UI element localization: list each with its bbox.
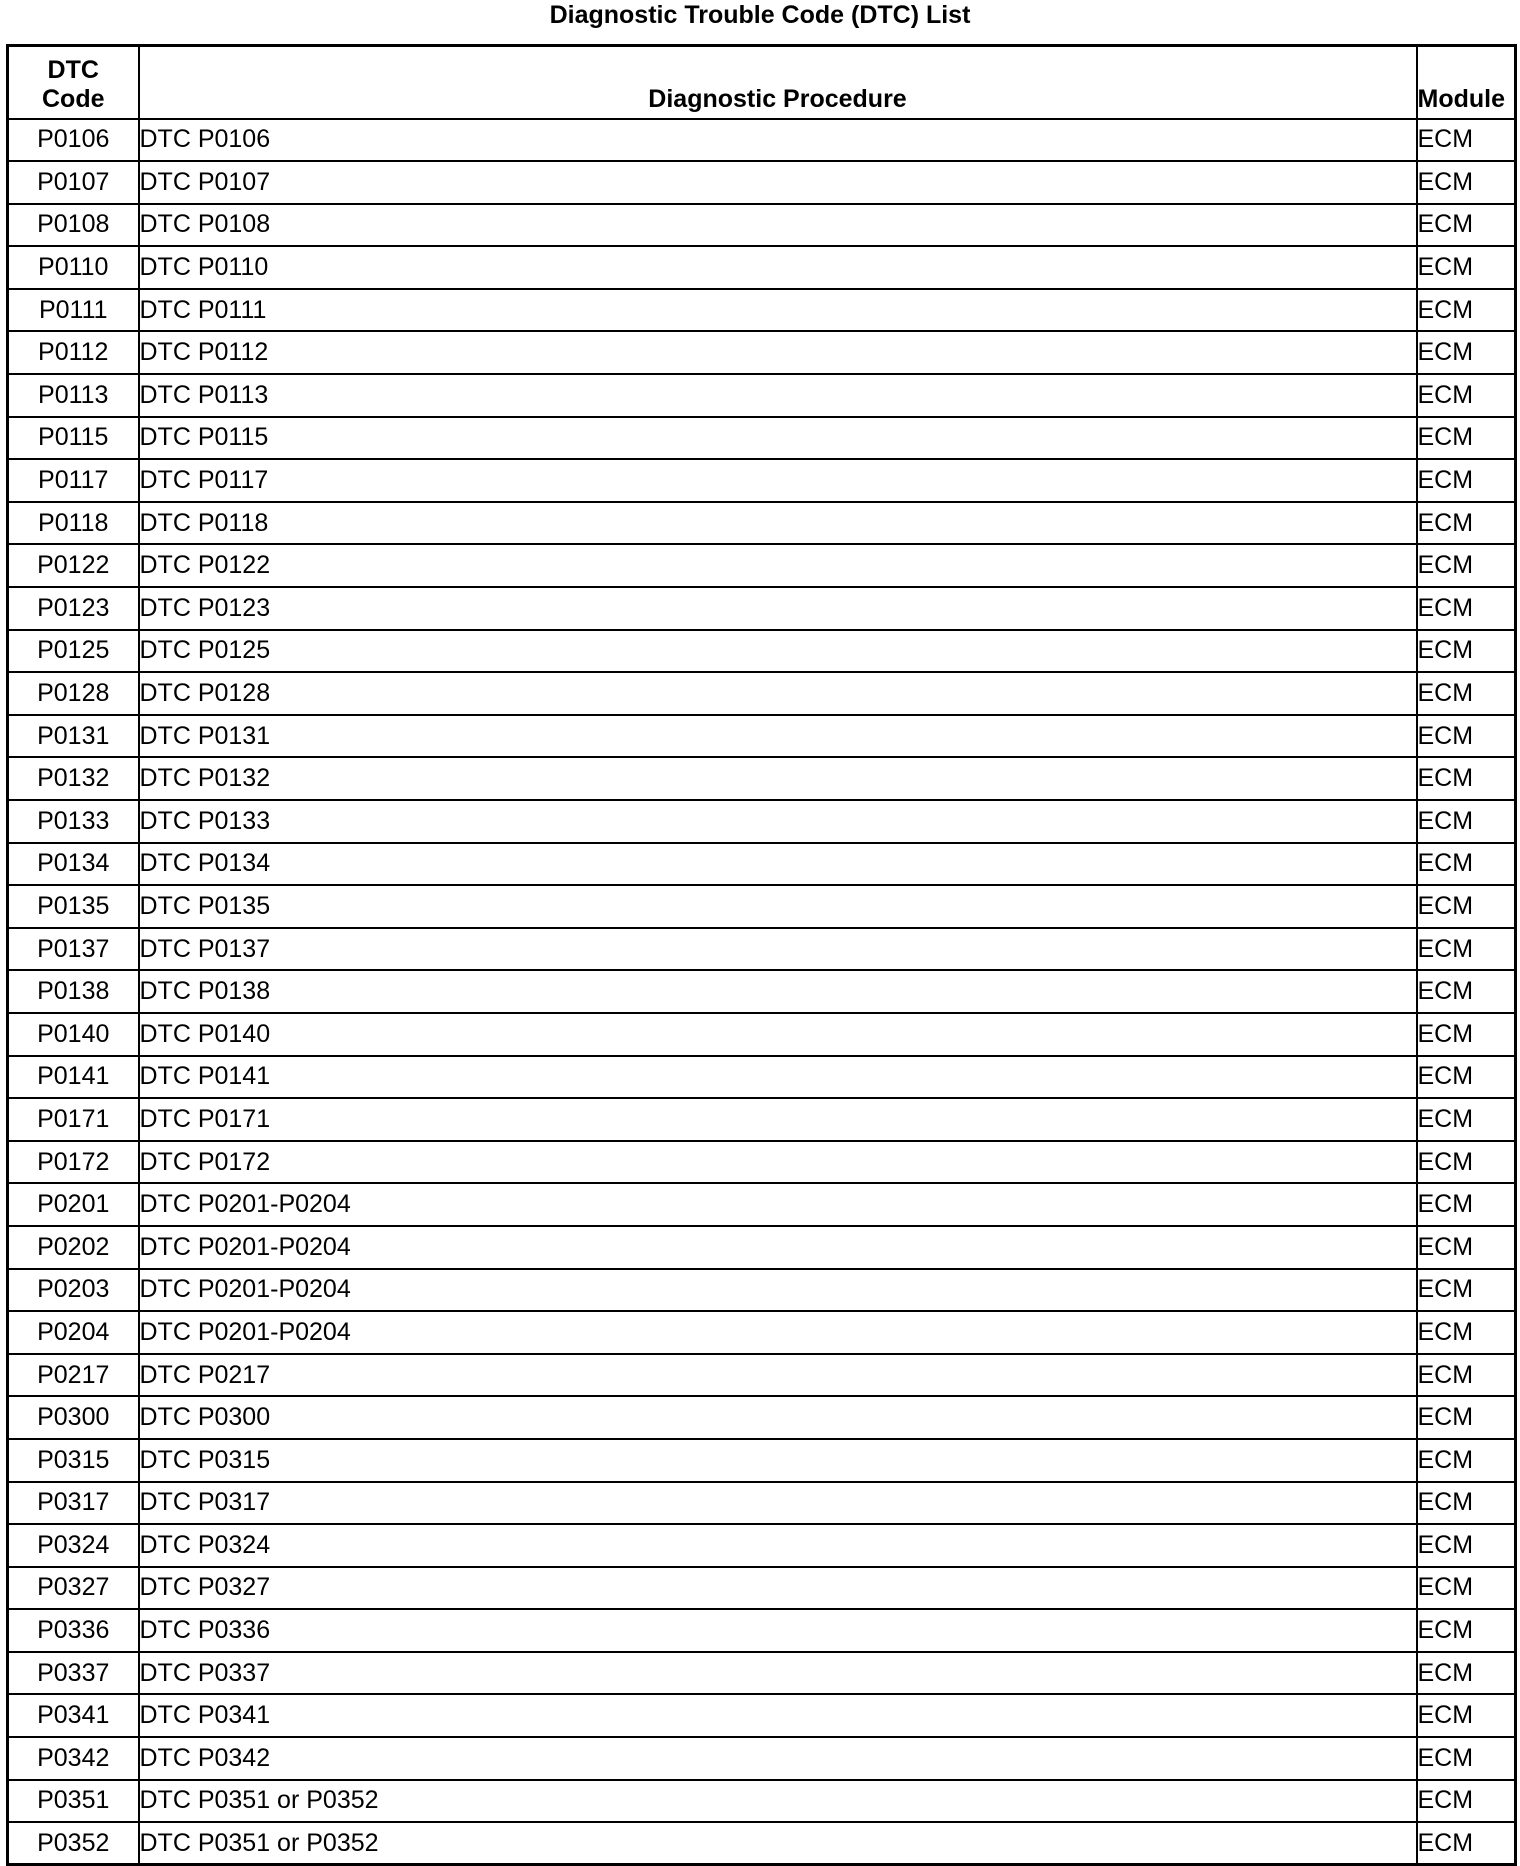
table-row xyxy=(8,757,1516,800)
table-row xyxy=(8,417,1516,460)
diagnostic-procedure-cell: DTC P0138 xyxy=(139,970,1417,1013)
module-cell: ECM xyxy=(1417,970,1516,1013)
table-row xyxy=(8,1056,1516,1099)
module-cell: ECM xyxy=(1417,843,1516,886)
diagnostic-procedure-cell: DTC P0337 xyxy=(139,1652,1417,1695)
table-row xyxy=(8,1524,1516,1567)
dtc-code-cell: P0171 xyxy=(8,1098,139,1141)
table-row xyxy=(8,1311,1516,1354)
diagnostic-procedure-cell: DTC P0110 xyxy=(139,246,1417,289)
dtc-code-cell: P0108 xyxy=(8,204,139,247)
table-row xyxy=(8,161,1516,204)
dtc-code-cell: P0112 xyxy=(8,331,139,374)
dtc-code-cell: P0172 xyxy=(8,1141,139,1184)
module-cell: ECM xyxy=(1417,1141,1516,1184)
module-cell: ECM xyxy=(1417,1694,1516,1737)
module-cell: ECM xyxy=(1417,1567,1516,1610)
table-row xyxy=(8,885,1516,928)
dtc-code-cell: P0324 xyxy=(8,1524,139,1567)
diagnostic-procedure-cell: DTC P0106 xyxy=(139,119,1417,162)
module-cell: ECM xyxy=(1417,502,1516,545)
dtc-code-cell: P0342 xyxy=(8,1737,139,1780)
module-cell: ECM xyxy=(1417,1652,1516,1695)
diagnostic-procedure-cell: DTC P0134 xyxy=(139,843,1417,886)
module-cell: ECM xyxy=(1417,331,1516,374)
diagnostic-procedure-cell: DTC P0107 xyxy=(139,161,1417,204)
diagnostic-procedure-cell: DTC P0112 xyxy=(139,331,1417,374)
module-cell: ECM xyxy=(1417,1183,1516,1226)
dtc-code-cell: P0217 xyxy=(8,1354,139,1397)
diagnostic-procedure-cell: DTC P0123 xyxy=(139,587,1417,630)
dtc-code-cell: P0337 xyxy=(8,1652,139,1695)
dtc-code-cell: P0300 xyxy=(8,1396,139,1439)
dtc-code-cell: P0125 xyxy=(8,630,139,673)
module-cell: ECM xyxy=(1417,715,1516,758)
dtc-code-cell: P0131 xyxy=(8,715,139,758)
module-cell: ECM xyxy=(1417,672,1516,715)
diagnostic-procedure-cell: DTC P0336 xyxy=(139,1609,1417,1652)
table-row xyxy=(8,1482,1516,1525)
dtc-code-cell: P0134 xyxy=(8,843,139,886)
diagnostic-procedure-cell: DTC P0131 xyxy=(139,715,1417,758)
table-row xyxy=(8,715,1516,758)
table-row xyxy=(8,1609,1516,1652)
table-row xyxy=(8,1396,1516,1439)
dtc-code-cell: P0327 xyxy=(8,1567,139,1610)
dtc-code-cell: P0123 xyxy=(8,587,139,630)
table-row xyxy=(8,1737,1516,1780)
dtc-table xyxy=(6,44,1517,1866)
table-row xyxy=(8,119,1516,162)
module-cell: ECM xyxy=(1417,204,1516,247)
module-cell: ECM xyxy=(1417,800,1516,843)
dtc-code-cell: P0122 xyxy=(8,544,139,587)
dtc-code-cell: P0115 xyxy=(8,417,139,460)
dtc-code-cell: P0315 xyxy=(8,1439,139,1482)
module-cell: ECM xyxy=(1417,374,1516,417)
dtc-code-cell: P0204 xyxy=(8,1311,139,1354)
module-cell: ECM xyxy=(1417,1269,1516,1312)
dtc-code-cell: P0128 xyxy=(8,672,139,715)
dtc-code-cell: P0107 xyxy=(8,161,139,204)
diagnostic-procedure-cell: DTC P0115 xyxy=(139,417,1417,460)
table-row xyxy=(8,1141,1516,1184)
module-cell: ECM xyxy=(1417,544,1516,587)
table-row xyxy=(8,800,1516,843)
diagnostic-procedure-cell: DTC P0201-P0204 xyxy=(139,1183,1417,1226)
table-row xyxy=(8,970,1516,1013)
dtc-code-cell: P0352 xyxy=(8,1822,139,1865)
diagnostic-procedure-cell: DTC P0300 xyxy=(139,1396,1417,1439)
module-cell: ECM xyxy=(1417,1524,1516,1567)
diagnostic-procedure-cell: DTC P0125 xyxy=(139,630,1417,673)
diagnostic-procedure-cell: DTC P0108 xyxy=(139,204,1417,247)
diagnostic-procedure-cell: DTC P0201-P0204 xyxy=(139,1226,1417,1269)
table-row xyxy=(8,1013,1516,1056)
diagnostic-procedure-cell: DTC P0113 xyxy=(139,374,1417,417)
diagnostic-procedure-cell: DTC P0137 xyxy=(139,928,1417,971)
diagnostic-procedure-cell: DTC P0171 xyxy=(139,1098,1417,1141)
diagnostic-procedure-cell: DTC P0324 xyxy=(139,1524,1417,1567)
header-module: Module xyxy=(1417,46,1516,119)
dtc-code-cell: P0111 xyxy=(8,289,139,332)
dtc-code-cell: P0141 xyxy=(8,1056,139,1099)
module-cell: ECM xyxy=(1417,1737,1516,1780)
diagnostic-procedure-cell: DTC P0201-P0204 xyxy=(139,1311,1417,1354)
page-title: Diagnostic Trouble Code (DTC) List xyxy=(549,1,971,29)
table-row xyxy=(8,928,1516,971)
dtc-code-cell: P0118 xyxy=(8,502,139,545)
module-cell: ECM xyxy=(1417,1482,1516,1525)
diagnostic-procedure-cell: DTC P0111 xyxy=(139,289,1417,332)
diagnostic-procedure-cell: DTC P0118 xyxy=(139,502,1417,545)
table-row xyxy=(8,672,1516,715)
module-cell: ECM xyxy=(1417,928,1516,971)
dtc-code-cell: P0133 xyxy=(8,800,139,843)
dtc-code-cell: P0135 xyxy=(8,885,139,928)
module-cell: ECM xyxy=(1417,1609,1516,1652)
header-diagnostic-procedure: Diagnostic Procedure xyxy=(139,46,1417,119)
dtc-code-cell: P0203 xyxy=(8,1269,139,1312)
table-row xyxy=(8,204,1516,247)
diagnostic-procedure-cell: DTC P0342 xyxy=(139,1737,1417,1780)
diagnostic-procedure-cell: DTC P0135 xyxy=(139,885,1417,928)
module-cell: ECM xyxy=(1417,417,1516,460)
dtc-code-cell: P0106 xyxy=(8,119,139,162)
diagnostic-procedure-cell: DTC P0128 xyxy=(139,672,1417,715)
table-row xyxy=(8,1098,1516,1141)
dtc-code-cell: P0351 xyxy=(8,1780,139,1823)
table-row xyxy=(8,502,1516,545)
module-cell: ECM xyxy=(1417,1822,1516,1865)
dtc-code-cell: P0137 xyxy=(8,928,139,971)
dtc-code-cell: P0202 xyxy=(8,1226,139,1269)
diagnostic-procedure-cell: DTC P0201-P0204 xyxy=(139,1269,1417,1312)
module-cell: ECM xyxy=(1417,1098,1516,1141)
module-cell: ECM xyxy=(1417,1780,1516,1823)
diagnostic-procedure-cell: DTC P0341 xyxy=(139,1694,1417,1737)
module-cell: ECM xyxy=(1417,757,1516,800)
header-dtc-code: DTC Code xyxy=(8,46,139,119)
dtc-code-cell: P0110 xyxy=(8,246,139,289)
diagnostic-procedure-cell: DTC P0172 xyxy=(139,1141,1417,1184)
dtc-code-cell: P0336 xyxy=(8,1609,139,1652)
table-row xyxy=(8,1439,1516,1482)
table-row xyxy=(8,331,1516,374)
module-cell: ECM xyxy=(1417,1354,1516,1397)
module-cell: ECM xyxy=(1417,1439,1516,1482)
dtc-code-cell: P0132 xyxy=(8,757,139,800)
module-cell: ECM xyxy=(1417,459,1516,502)
table-row xyxy=(8,289,1516,332)
dtc-code-cell: P0201 xyxy=(8,1183,139,1226)
dtc-code-cell: P0113 xyxy=(8,374,139,417)
table-body xyxy=(8,119,1516,1865)
module-cell: ECM xyxy=(1417,630,1516,673)
diagnostic-procedure-cell: DTC P0141 xyxy=(139,1056,1417,1099)
table-row xyxy=(8,1567,1516,1610)
diagnostic-procedure-cell: DTC P0117 xyxy=(139,459,1417,502)
table-row xyxy=(8,1780,1516,1823)
table-row xyxy=(8,374,1516,417)
module-cell: ECM xyxy=(1417,1226,1516,1269)
table-row xyxy=(8,1269,1516,1312)
dtc-code-cell: P0317 xyxy=(8,1482,139,1525)
module-cell: ECM xyxy=(1417,1056,1516,1099)
diagnostic-procedure-cell: DTC P0351 or P0352 xyxy=(139,1780,1417,1823)
diagnostic-procedure-cell: DTC P0315 xyxy=(139,1439,1417,1482)
module-cell: ECM xyxy=(1417,246,1516,289)
table-row xyxy=(8,1226,1516,1269)
header-row xyxy=(8,46,1516,119)
diagnostic-procedure-cell: DTC P0140 xyxy=(139,1013,1417,1056)
table-row xyxy=(8,843,1516,886)
table-row xyxy=(8,1694,1516,1737)
module-cell: ECM xyxy=(1417,587,1516,630)
table-row xyxy=(8,544,1516,587)
module-cell: ECM xyxy=(1417,885,1516,928)
diagnostic-procedure-cell: DTC P0217 xyxy=(139,1354,1417,1397)
diagnostic-procedure-cell: DTC P0133 xyxy=(139,800,1417,843)
diagnostic-procedure-cell: DTC P0317 xyxy=(139,1482,1417,1525)
table-row xyxy=(8,459,1516,502)
table-row xyxy=(8,1354,1516,1397)
module-cell: ECM xyxy=(1417,289,1516,332)
module-cell: ECM xyxy=(1417,119,1516,162)
diagnostic-procedure-cell: DTC P0327 xyxy=(139,1567,1417,1610)
module-cell: ECM xyxy=(1417,161,1516,204)
table-row xyxy=(8,246,1516,289)
module-cell: ECM xyxy=(1417,1396,1516,1439)
module-cell: ECM xyxy=(1417,1013,1516,1056)
dtc-code-cell: P0117 xyxy=(8,459,139,502)
module-cell: ECM xyxy=(1417,1311,1516,1354)
table-row xyxy=(8,587,1516,630)
diagnostic-procedure-cell: DTC P0132 xyxy=(139,757,1417,800)
table-row xyxy=(8,1822,1516,1865)
table-row xyxy=(8,1652,1516,1695)
table-row xyxy=(8,630,1516,673)
table-header xyxy=(8,46,1516,119)
dtc-code-cell: P0138 xyxy=(8,970,139,1013)
table-row xyxy=(8,1183,1516,1226)
dtc-code-cell: P0341 xyxy=(8,1694,139,1737)
diagnostic-procedure-cell: DTC P0122 xyxy=(139,544,1417,587)
diagnostic-procedure-cell: DTC P0351 or P0352 xyxy=(139,1822,1417,1865)
dtc-code-cell: P0140 xyxy=(8,1013,139,1056)
